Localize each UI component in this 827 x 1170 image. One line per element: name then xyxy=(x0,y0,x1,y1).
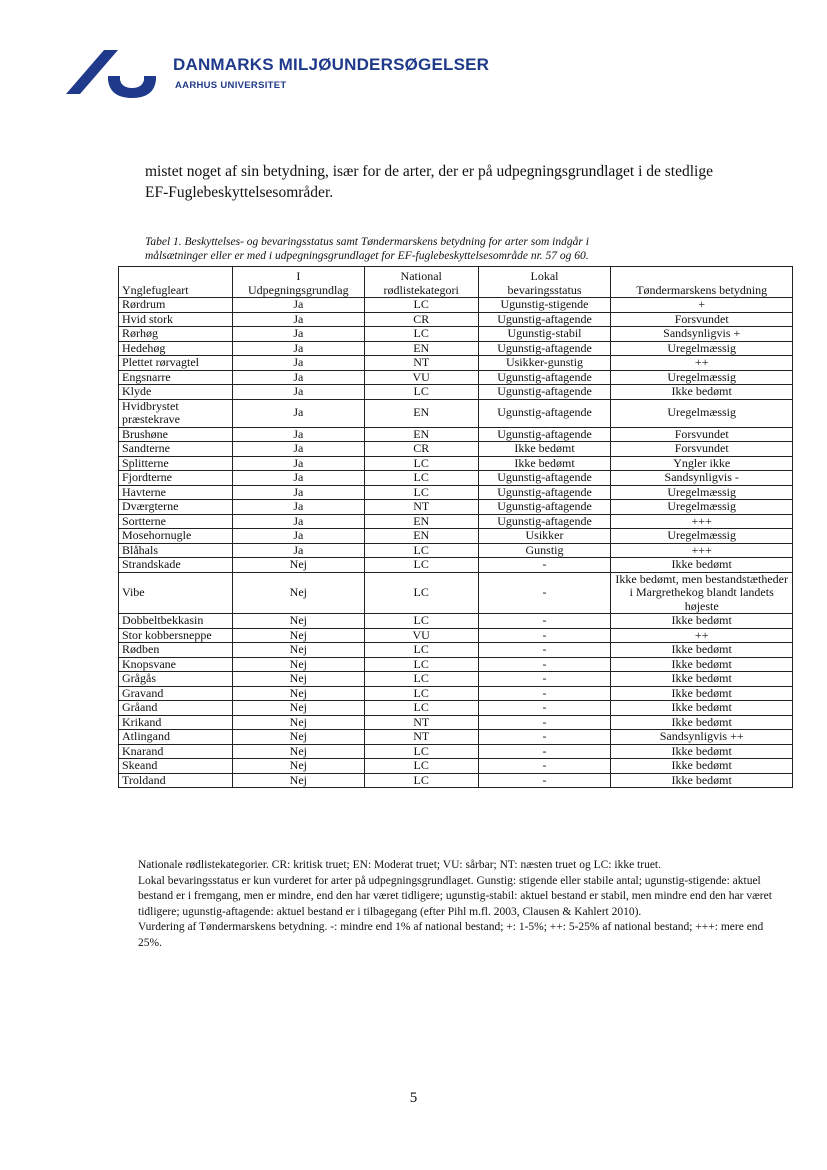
cell-listed: Ja xyxy=(232,500,364,515)
cell-species: Plettet rørvagtel xyxy=(119,356,233,371)
cell-national: LC xyxy=(364,485,478,500)
cell-local: - xyxy=(478,672,611,687)
cell-local: - xyxy=(478,657,611,672)
cell-species: Krikand xyxy=(119,715,233,730)
cell-species: Strandskade xyxy=(119,558,233,573)
table-row xyxy=(119,298,793,313)
cell-importance: Ikke bedømt xyxy=(611,715,793,730)
cell-listed: Nej xyxy=(232,744,364,759)
cell-importance: +++ xyxy=(611,543,793,558)
cell-national: CR xyxy=(364,442,478,457)
cell-listed: Nej xyxy=(232,773,364,788)
cell-importance: Ikke bedømt xyxy=(611,614,793,629)
cell-local: - xyxy=(478,643,611,658)
cell-local: Ugunstig-aftagende xyxy=(478,427,611,442)
note-local-status-text: Lokal bevaringsstatus er kun vurderet for arter på udpegningsgrundlaget. Gunstig: stigende eller stabile antal; ugunstig-stigende: aktuel bestand er i fremgang, men er mindre, end den har været tidligere; ugunstig-stabil: aktuel bestand er stabil, men mindre end den har været tidligere; ugunstig-aftagende: aktuel bestand er i tilbagegang (efter Pihl m.fl. 2003, Clausen & Kahlert 2010). xyxy=(138,874,772,918)
cell-importance: Ikke bedømt xyxy=(611,686,793,701)
cell-importance: Ikke bedømt xyxy=(611,773,793,788)
cell-local: Ugunstig-aftagende xyxy=(478,500,611,515)
cell-importance: Ikke bedømt xyxy=(611,558,793,573)
cell-national: CR xyxy=(364,312,478,327)
cell-importance: Ikke bedømt, men bestandstætheder i Margrethekog blandt landets højeste xyxy=(611,572,793,614)
cell-listed: Ja xyxy=(232,456,364,471)
cell-species: Rørdrum xyxy=(119,298,233,313)
cell-national: LC xyxy=(364,657,478,672)
cell-local: - xyxy=(478,572,611,614)
cell-listed: Nej xyxy=(232,558,364,573)
cell-local: Ugunstig-aftagende xyxy=(478,341,611,356)
header-importance: Tøndermarskens betydning xyxy=(611,267,793,298)
cell-listed: Ja xyxy=(232,399,364,427)
cell-importance: Ikke bedømt xyxy=(611,385,793,400)
cell-local: - xyxy=(478,730,611,745)
cell-local: Ugunstig-aftagende xyxy=(478,514,611,529)
cell-importance: ++ xyxy=(611,356,793,371)
cell-listed: Ja xyxy=(232,327,364,342)
header-listed xyxy=(232,267,364,298)
cell-importance: Uregelmæssig xyxy=(611,341,793,356)
cell-listed: Ja xyxy=(232,341,364,356)
table-row xyxy=(119,572,793,614)
cell-listed: Ja xyxy=(232,514,364,529)
table-row xyxy=(119,643,793,658)
cell-listed: Nej xyxy=(232,628,364,643)
cell-species: Vibe xyxy=(119,572,233,614)
table-row xyxy=(119,759,793,774)
cell-national: EN xyxy=(364,399,478,427)
species-table xyxy=(118,266,793,788)
intro-line: EF-Fuglebeskyttelsesområder. xyxy=(145,184,334,201)
cell-species: Hvid stork xyxy=(119,312,233,327)
cell-listed: Nej xyxy=(232,715,364,730)
cell-listed: Nej xyxy=(232,759,364,774)
cell-species: Klyde xyxy=(119,385,233,400)
note-redlist-text: Nationale rødlistekategorier. CR: kritisk truet; EN: Moderat truet; VU: sårbar; NT: næsten truet og LC: ikke truet. xyxy=(138,859,661,871)
cell-species: Skeand xyxy=(119,759,233,774)
cell-species: Gråand xyxy=(119,701,233,716)
cell-importance: Forsvundet xyxy=(611,427,793,442)
header-national xyxy=(364,267,478,298)
cell-listed: Ja xyxy=(232,442,364,457)
cell-listed: Ja xyxy=(232,543,364,558)
header-national-top: National xyxy=(400,269,442,283)
cell-listed: Nej xyxy=(232,657,364,672)
cell-local: Gunstig xyxy=(478,543,611,558)
cell-national: LC xyxy=(364,672,478,687)
cell-local: Ugunstig-aftagende xyxy=(478,312,611,327)
cell-importance: Sandsynligvis + xyxy=(611,327,793,342)
table-row xyxy=(119,356,793,371)
cell-species: Havterne xyxy=(119,485,233,500)
cell-importance: Yngler ikke xyxy=(611,456,793,471)
cell-national: LC xyxy=(364,298,478,313)
table-row xyxy=(119,442,793,457)
cell-local: Ugunstig-aftagende xyxy=(478,471,611,486)
cell-local: Ugunstig-aftagende xyxy=(478,385,611,400)
cell-national: LC xyxy=(364,744,478,759)
cell-local: - xyxy=(478,558,611,573)
cell-importance: +++ xyxy=(611,514,793,529)
cell-local: - xyxy=(478,614,611,629)
cell-local: - xyxy=(478,686,611,701)
cell-local: - xyxy=(478,628,611,643)
cell-listed: Ja xyxy=(232,370,364,385)
cell-listed: Nej xyxy=(232,686,364,701)
cell-national: LC xyxy=(364,543,478,558)
page-number: 5 xyxy=(409,1090,418,1106)
cell-local: Ugunstig-aftagende xyxy=(478,370,611,385)
table-row xyxy=(119,370,793,385)
cell-species: Mosehornugle xyxy=(119,529,233,544)
cell-listed: Ja xyxy=(232,427,364,442)
cell-national: LC xyxy=(364,471,478,486)
cell-national: NT xyxy=(364,500,478,515)
table-row xyxy=(119,744,793,759)
note-importance-text: Vurdering af Tøndermarskens betydning. -: mindre end 1% af national bestand; +: 1-5%; ++: 5-25% af national bestand; +++: mere end 25%. xyxy=(138,921,764,949)
table-notes xyxy=(138,858,778,951)
table-row xyxy=(119,701,793,716)
cell-national: LC xyxy=(364,558,478,573)
table-row xyxy=(119,427,793,442)
cell-national: EN xyxy=(364,529,478,544)
cell-importance: Ikke bedømt xyxy=(611,701,793,716)
cell-national: NT xyxy=(364,730,478,745)
cell-importance: Ikke bedømt xyxy=(611,744,793,759)
caption-line: Tabel 1. Beskyttelses- og bevaringsstatus samt Tøndermarskens betydning for arter som indgår i xyxy=(145,236,589,248)
cell-local: - xyxy=(478,701,611,716)
cell-listed: Ja xyxy=(232,385,364,400)
cell-listed: Nej xyxy=(232,672,364,687)
header-species: Ynglefugleart xyxy=(119,267,233,298)
cell-importance: Sandsynligvis ++ xyxy=(611,730,793,745)
cell-listed: Ja xyxy=(232,485,364,500)
table-header-row xyxy=(119,267,793,298)
cell-listed: Nej xyxy=(232,730,364,745)
cell-national: LC xyxy=(364,643,478,658)
cell-national: EN xyxy=(364,427,478,442)
aau-logo xyxy=(66,50,166,100)
cell-listed: Nej xyxy=(232,614,364,629)
cell-national: NT xyxy=(364,356,478,371)
cell-species: Rødben xyxy=(119,643,233,658)
intro-line: mistet noget af sin betydning, især for de arter, der er på udpegningsgrundlaget i de stedlige xyxy=(145,163,713,180)
cell-local: Usikker-gunstig xyxy=(478,356,611,371)
cell-listed: Nej xyxy=(232,701,364,716)
cell-national: LC xyxy=(364,759,478,774)
table-row xyxy=(119,500,793,515)
cell-importance: Uregelmæssig xyxy=(611,529,793,544)
cell-local: Ugunstig-aftagende xyxy=(478,485,611,500)
cell-species: Dværgterne xyxy=(119,500,233,515)
header-national-bottom: rødlistekategori xyxy=(383,282,459,297)
cell-national: LC xyxy=(364,614,478,629)
cell-importance: Ikke bedømt xyxy=(611,672,793,687)
university-name: AARHUS UNIVERSITET xyxy=(175,80,287,91)
table-row xyxy=(119,628,793,643)
cell-importance: Uregelmæssig xyxy=(611,485,793,500)
cell-species: Hedehøg xyxy=(119,341,233,356)
org-name: DANMARKS MILJØUNDERSØGELSER xyxy=(173,55,490,74)
cell-local: Ugunstig-stigende xyxy=(478,298,611,313)
cell-species: Dobbeltbekkasin xyxy=(119,614,233,629)
cell-species: Engsnarre xyxy=(119,370,233,385)
cell-national: LC xyxy=(364,385,478,400)
cell-listed: Ja xyxy=(232,298,364,313)
table-row xyxy=(119,471,793,486)
note-redlist xyxy=(138,858,778,874)
header-local-top: Lokal xyxy=(530,269,559,283)
intro-paragraph xyxy=(145,161,785,203)
header-listed-top: I xyxy=(296,269,301,283)
cell-species: Gravand xyxy=(119,686,233,701)
cell-local: Usikker xyxy=(478,529,611,544)
note-importance xyxy=(138,920,778,951)
cell-listed: Nej xyxy=(232,643,364,658)
cell-importance: + xyxy=(611,298,793,313)
cell-listed: Ja xyxy=(232,529,364,544)
cell-national: LC xyxy=(364,701,478,716)
cell-national: LC xyxy=(364,686,478,701)
cell-importance: Ikke bedømt xyxy=(611,759,793,774)
cell-national: LC xyxy=(364,456,478,471)
cell-national: EN xyxy=(364,514,478,529)
table-row xyxy=(119,543,793,558)
cell-species: Hvidbrystet præstekrave xyxy=(119,399,233,427)
cell-species: Blåhals xyxy=(119,543,233,558)
table-row xyxy=(119,385,793,400)
table-row xyxy=(119,529,793,544)
cell-importance: Forsvundet xyxy=(611,312,793,327)
table-row xyxy=(119,341,793,356)
cell-species: Sandterne xyxy=(119,442,233,457)
cell-species: Brushøne xyxy=(119,427,233,442)
header-listed-bottom: Udpegningsgrundlag xyxy=(247,282,349,297)
cell-species: Stor kobbersneppe xyxy=(119,628,233,643)
table-row xyxy=(119,327,793,342)
cell-national: VU xyxy=(364,370,478,385)
table-row xyxy=(119,614,793,629)
cell-importance: Ikke bedømt xyxy=(611,643,793,658)
cell-listed: Ja xyxy=(232,356,364,371)
table-row xyxy=(119,715,793,730)
cell-local: Ikke bedømt xyxy=(478,442,611,457)
cell-importance: Uregelmæssig xyxy=(611,500,793,515)
table-row xyxy=(119,686,793,701)
table-caption xyxy=(145,235,785,263)
table-row xyxy=(119,312,793,327)
table-row xyxy=(119,399,793,427)
cell-species: Splitterne xyxy=(119,456,233,471)
cell-national: VU xyxy=(364,628,478,643)
table-row xyxy=(119,773,793,788)
table-row xyxy=(119,657,793,672)
cell-local: Ikke bedømt xyxy=(478,456,611,471)
header-local-bottom: bevaringsstatus xyxy=(507,282,582,297)
cell-importance: Sandsynligvis - xyxy=(611,471,793,486)
table-row xyxy=(119,730,793,745)
cell-listed: Nej xyxy=(232,572,364,614)
table-row xyxy=(119,485,793,500)
cell-importance: ++ xyxy=(611,628,793,643)
cell-national: EN xyxy=(364,341,478,356)
cell-importance: Uregelmæssig xyxy=(611,370,793,385)
cell-importance: Uregelmæssig xyxy=(611,399,793,427)
note-local-status xyxy=(138,874,778,921)
cell-importance: Ikke bedømt xyxy=(611,657,793,672)
cell-local: - xyxy=(478,744,611,759)
cell-national: LC xyxy=(364,773,478,788)
cell-local: Ugunstig-stabil xyxy=(478,327,611,342)
logo-wave-shape xyxy=(108,76,156,98)
cell-local: - xyxy=(478,773,611,788)
table-row xyxy=(119,456,793,471)
caption-line: målsætninger eller er med i udpegningsgrundlaget for EF-fuglebeskyttelsesområde nr. 57 og 60. xyxy=(145,250,589,262)
cell-local: - xyxy=(478,759,611,774)
cell-national: LC xyxy=(364,327,478,342)
cell-species: Grågås xyxy=(119,672,233,687)
cell-national: NT xyxy=(364,715,478,730)
cell-species: Knopsvane xyxy=(119,657,233,672)
cell-listed: Ja xyxy=(232,312,364,327)
cell-species: Atlingand xyxy=(119,730,233,745)
table-row xyxy=(119,558,793,573)
header-local xyxy=(478,267,611,298)
cell-species: Troldand xyxy=(119,773,233,788)
table-row xyxy=(119,514,793,529)
cell-species: Knarand xyxy=(119,744,233,759)
cell-species: Sortterne xyxy=(119,514,233,529)
cell-species: Fjordterne xyxy=(119,471,233,486)
cell-local: - xyxy=(478,715,611,730)
cell-local: Ugunstig-aftagende xyxy=(478,399,611,427)
cell-national: LC xyxy=(364,572,478,614)
table-row xyxy=(119,672,793,687)
cell-listed: Ja xyxy=(232,471,364,486)
cell-importance: Forsvundet xyxy=(611,442,793,457)
cell-species: Rørhøg xyxy=(119,327,233,342)
